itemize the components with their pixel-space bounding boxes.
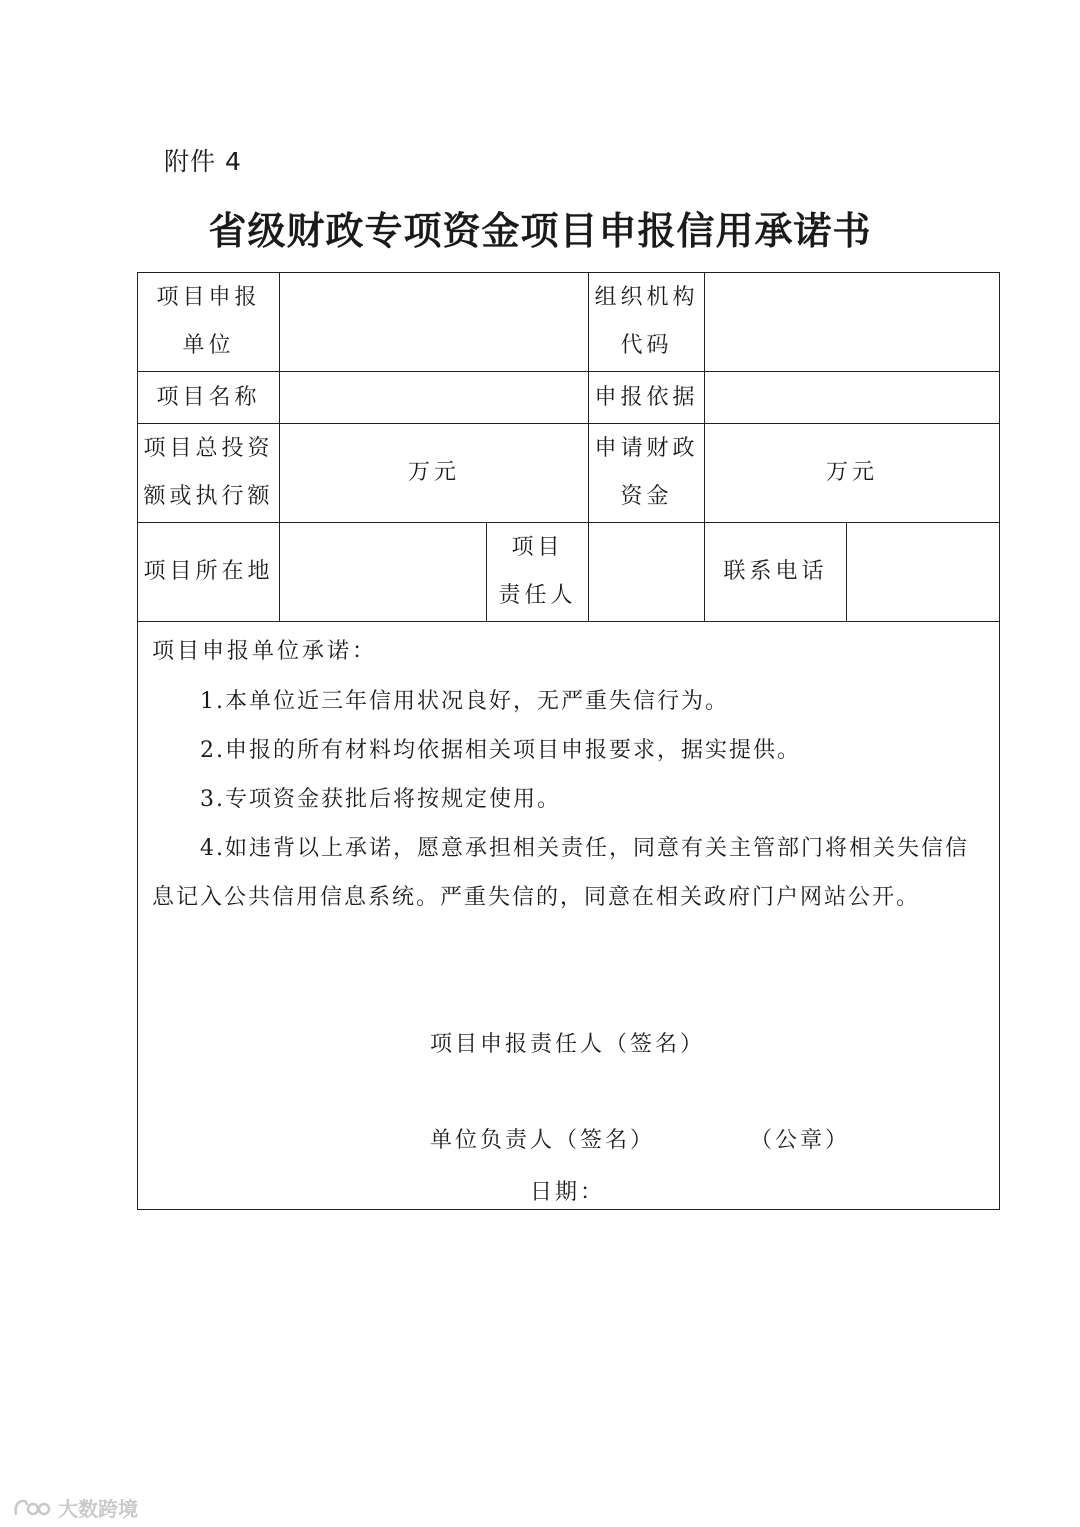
label-location: 项目所在地 [138,523,280,622]
label-line: 代码 [620,333,673,358]
field-phone[interactable] [847,523,1000,622]
label-total-investment [138,424,280,523]
label-line: 项目总投资 [143,436,274,461]
label-phone: 联系电话 [705,523,847,622]
label-responsible-person [487,523,589,622]
form-row-investment [138,424,1000,523]
promise-heading: 项目申报单位承诺： [152,639,378,664]
form-row-location [138,523,1000,622]
promise-section [138,622,1000,1210]
form-row-project-name [138,372,1000,424]
promise-item: 2.申报的所有材料均依据相关项目申报要求，据实提供。 [200,738,801,763]
label-project-name: 项目名称 [138,372,280,424]
seal-label: （公章） [750,1128,851,1153]
field-org-code[interactable] [705,273,1000,372]
watermark-text: 大数跨境 [58,1497,138,1521]
date-label: 日期： [530,1180,606,1205]
label-line: 单位 [182,333,235,358]
label-line: 项目 [511,535,564,560]
watermark-logo-icon [12,1497,52,1519]
promise-item: 1.本单位近三年信用状况良好，无严重失信行为。 [200,689,729,714]
signature-unit-head-label: 单位负责人（签名） [430,1128,656,1153]
label-line: 申请财政 [594,436,699,461]
field-applicant-unit[interactable] [280,273,589,372]
field-requested-funds[interactable]: 万元 [705,424,1000,523]
field-basis[interactable] [705,372,1000,424]
attachment-label: 附件 4 [164,147,242,176]
label-requested-funds [589,424,705,523]
label-applicant-unit [138,273,280,372]
field-project-name[interactable] [280,372,589,424]
signature-applicant-label: 项目申报责任人（签名） [430,1032,706,1057]
label-line: 资金 [620,484,673,509]
label-line: 项目申报 [156,285,261,310]
application-form-table [137,272,1000,1210]
field-location[interactable] [280,523,487,622]
form-row-unit [138,273,1000,372]
label-line: 额或执行额 [143,484,274,509]
field-responsible-person[interactable] [589,523,705,622]
label-basis: 申报依据 [589,372,705,424]
watermark [12,1493,138,1522]
label-line: 组织机构 [594,285,699,310]
label-line: 责任人 [498,583,577,608]
promise-item: 3.专项资金获批后将按规定使用。 [200,787,561,812]
label-org-code [589,273,705,372]
promise-item: 4.如违背以上承诺，愿意承担相关责任，同意有关主管部门将相关失信信息记入公共信用信息系统。严重失信的，同意在相关政府门户网站公开。 [152,836,969,910]
field-total-investment[interactable]: 万元 [280,424,589,523]
document-title: 省级财政专项资金项目申报信用承诺书 [208,209,872,253]
form-row-promise [138,622,1000,1210]
